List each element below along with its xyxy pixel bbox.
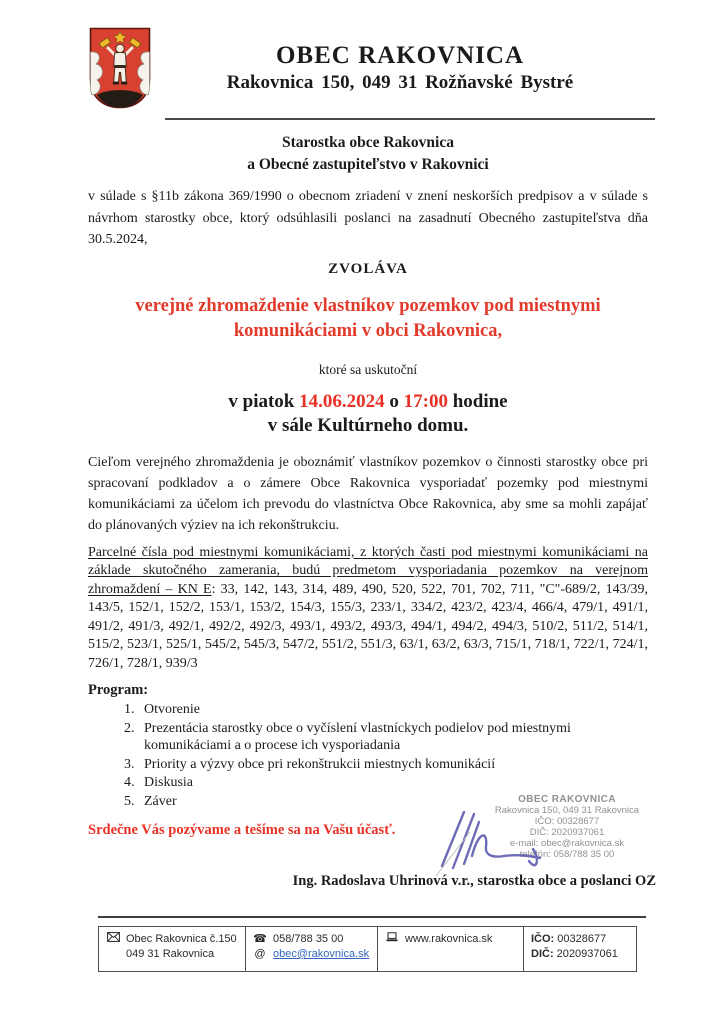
footer-dic-label: DIČ: xyxy=(531,948,554,960)
at-icon: @ xyxy=(254,948,266,960)
municipality-address: Rakovnica 150, 049 31 Rožňavské Bystré xyxy=(226,72,574,93)
meeting-time: 17:00 xyxy=(403,390,448,412)
footer-ids-cell xyxy=(524,927,636,971)
date-time-line xyxy=(88,390,648,414)
program-item: 3. Priority a výzvy obce pri rekonštrukcii miestnych komunikácií xyxy=(138,756,648,774)
stamp-address: Rakovnica 150, 049 31 Rakovnica xyxy=(494,805,640,816)
footer-address-line2: 049 31 Rakovnica xyxy=(126,948,215,960)
phone-icon: ☎ xyxy=(253,933,267,945)
program-item: 4. Diskusia xyxy=(138,774,648,792)
footer-ico-label: IČO: xyxy=(531,933,555,945)
program-item: 2. Prezentácia starostky obce o vyčíslení vlastníckych podielov pod miestnymi komunikáciami a o procese ich vysporiadania xyxy=(138,720,648,755)
legal-intro-paragraph: v súlade s §11b zákona 369/1990 o obecnom zriadení v znení neskorších predpisov a v súlade s návrhom starostky obce, ktorý odsúhlasili poslanci na zasadnutí Obecného zastupiteľstva dňa 30.5.2024, xyxy=(88,189,648,247)
contact-table xyxy=(98,926,637,972)
issuer-block xyxy=(88,132,648,176)
footer-dic-line xyxy=(531,947,630,962)
stamp-email: e-mail: obec@rakovnica.sk xyxy=(509,838,625,849)
takes-place-text: ktoré sa uskutoční xyxy=(318,361,418,377)
footer-web: www.rakovnica.sk xyxy=(405,933,493,945)
footer-address-line1: Obec Rakovnica č.150 xyxy=(126,933,237,945)
when-suffix: hodine xyxy=(447,390,508,412)
footer-phone: 058/788 35 00 xyxy=(273,933,344,945)
signatory-line: Ing. Radoslava Uhrinová v.r., starostka obce a poslanci OZ xyxy=(292,873,656,889)
program-section xyxy=(88,681,648,810)
footer-email-link[interactable]: obec@rakovnica.sk xyxy=(273,948,370,960)
when-connector: o xyxy=(384,390,404,412)
program-item: 5. Záver xyxy=(138,793,648,811)
invitation-text: Srdečne Vás pozývame a tešíme sa na Vašu účasť. xyxy=(88,822,396,838)
meeting-date: 14.06.2024 xyxy=(299,390,385,412)
footer-address-text xyxy=(126,932,237,962)
assembly-announcement: verejné zhromaždenie vlastníkov pozemkov pod miestnymi komunikáciami v obci Rakovnica, xyxy=(135,295,601,341)
stamp-dic: DIČ: 2020937061 xyxy=(529,827,605,838)
letterhead xyxy=(88,26,648,110)
coat-of-arms-icon xyxy=(88,26,152,110)
footer-block xyxy=(98,916,646,972)
parcels-number-list: : 33, 142, 143, 314, 489, 490, 520, 522, 701, 702, 711, "C"-689/2, 143/39, 143/5, 152/1, 152/2, 153/1, 153/2, 154/3, 155/3, 233/1, 334/2, 423/2, 423/4, 466/4, 479/1, 491/1, 491/2, 491/3, 492/1, 492/2, 492/3, 493/1, 493/2, 493/3, 494/1, 494/2, 494/3, 510/2, 511/2, 514/1, 515/2, 523/1, 525/1, 545/2, 545/3, 547/2, 551/2, 551/3, 63/1, 63/2, 63/3, 715/1, 718/1, 722/1, 724/1, 726/1, 728/1, 939/3 xyxy=(88,581,648,671)
footer-web-cell xyxy=(378,927,524,971)
meeting-venue: v sále Kultúrneho domu. xyxy=(267,414,469,436)
footer-divider xyxy=(98,916,646,918)
parcels-paragraph xyxy=(88,544,648,674)
footer-dic-value: 2020937061 xyxy=(556,948,618,960)
footer-ico-value: 00328677 xyxy=(557,933,607,945)
program-item: 1. Otvorenie xyxy=(138,701,648,719)
header-divider xyxy=(165,118,655,120)
footer-address-cell xyxy=(99,927,246,971)
stamp-phone: telefón: 058/788 35 00 xyxy=(519,849,615,860)
parcels-underlined-lead: Parcelné čísla pod miestnymi komunikáciami, z ktorých časti pod miestnymi komunikáciami na základe skutočného zamerania, budú predmetom vysporiadania pozemkov na verejnom zhromaždení – KN E xyxy=(88,544,648,597)
program-label: Program: xyxy=(88,682,149,698)
footer-phone-email-cell xyxy=(246,927,378,971)
stamp-ico: IČO: 00328677 xyxy=(534,816,600,827)
issuer-line-1: Starostka obce Rakovnica xyxy=(282,134,454,151)
municipality-name: OBEC RAKOVNICA xyxy=(275,42,525,69)
envelope-icon xyxy=(106,932,120,947)
laptop-icon xyxy=(385,932,399,947)
convenes-heading: ZVOLÁVA xyxy=(328,260,408,277)
stamp-municipality: OBEC RAKOVNICA xyxy=(518,794,616,805)
date-time-venue xyxy=(88,390,648,438)
footer-ico-line xyxy=(531,932,630,947)
issuer-line-2: a Obecné zastupiteľstvo v Rakovnici xyxy=(247,156,489,173)
purpose-paragraph: Cieľom verejného zhromaždenia je oboznámiť vlastníkov pozemkov o činnosti starostky obce pri spracovaní podkladov a o zámere Obce Rakovnica vysporiadať pozemky pod miestnymi komunikáciami za účelom ich prevodu do vlastníctva Obce Rakovnica, aby sme sa mohli zapájať do plánovaných výziev na ich rekonštrukciu. xyxy=(88,454,648,533)
when-prefix: v piatok xyxy=(228,390,300,412)
